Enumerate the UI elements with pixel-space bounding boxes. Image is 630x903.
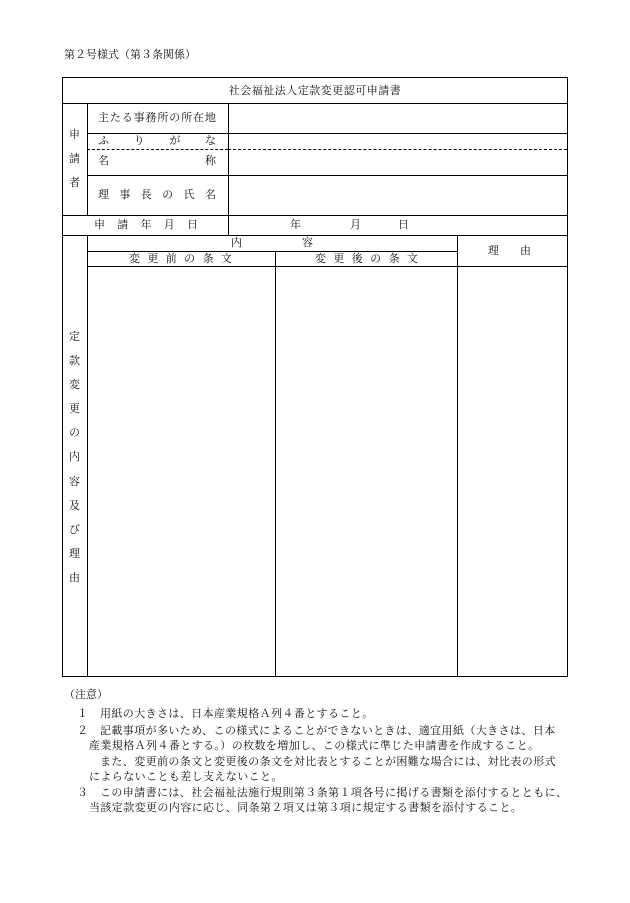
chairperson-name-label xyxy=(98,189,216,201)
note-text-line: 産業規格Ａ列４番とする。）の枚数を増加し、この様式に準じた申請書を作成すること。 xyxy=(89,740,540,752)
label-char: の xyxy=(184,253,196,265)
application-date-label xyxy=(94,219,198,231)
note-text-line: 当該定款変更の内容に応じ、同条第２項又は第３項に規定する書類を添付すること。 xyxy=(89,802,523,814)
label-char: 定 xyxy=(69,331,80,343)
application-date-label-cell xyxy=(62,215,228,235)
date-month-marker: 月 xyxy=(350,219,361,231)
label-char: 条 xyxy=(202,253,214,265)
label-char: が xyxy=(169,135,181,147)
title-row xyxy=(62,77,568,103)
applicant-section-cell xyxy=(62,103,87,215)
label-char: 名 xyxy=(98,155,109,167)
corporation-name-label xyxy=(98,155,216,167)
label-char: 申 xyxy=(94,219,105,231)
note-text-line: 用紙の大きさは、日本産業規格Ａ列４番とすること。 xyxy=(100,708,374,720)
label-char: 称 xyxy=(205,155,216,167)
label-char: 請 xyxy=(117,219,129,231)
label-char: 変 xyxy=(69,379,80,392)
label-char: 理 xyxy=(488,245,499,257)
notes-heading: （注意） xyxy=(64,689,108,701)
label-char: 日 xyxy=(187,219,198,231)
label-char: た xyxy=(109,112,121,124)
label-char: 請 xyxy=(69,153,80,165)
label-char: の xyxy=(69,427,80,440)
note-number: ２ xyxy=(77,725,88,737)
label-char: 月 xyxy=(163,219,175,231)
furigana-label-cell xyxy=(87,133,228,149)
label-char: 容 xyxy=(69,475,80,488)
label-char: 長 xyxy=(140,189,152,201)
label-char: 由 xyxy=(69,571,80,584)
label-char: 務 xyxy=(145,112,157,124)
corporation-name-field[interactable] xyxy=(228,149,567,175)
furigana-label xyxy=(98,135,216,147)
form-number: 第２号様式（第３条関係） xyxy=(64,49,196,61)
content-header-cell xyxy=(87,235,457,251)
note-text-line: この申請書には、社会福祉法施行規則第３条第１項各号に掲げる書類を添付するとともに、 xyxy=(100,787,568,799)
content-header xyxy=(231,237,313,249)
label-char: 事 xyxy=(119,189,131,201)
before-article-field[interactable] xyxy=(87,266,275,676)
office-address-field[interactable] xyxy=(228,103,567,133)
label-char: る xyxy=(121,112,133,124)
after-article-field[interactable] xyxy=(275,266,457,676)
label-char: 後 xyxy=(351,253,363,265)
label-char: 文 xyxy=(406,253,418,265)
label-char: 内 xyxy=(231,237,242,249)
label-char: び xyxy=(69,523,80,536)
label-char: 前 xyxy=(165,253,177,265)
label-char: 地 xyxy=(204,112,216,124)
before-article-header-cell xyxy=(87,251,275,266)
label-char: な xyxy=(204,135,216,147)
office-address-label xyxy=(98,112,216,124)
label-char: の xyxy=(370,253,382,265)
label-char: 更 xyxy=(69,403,80,416)
reason-header-cell xyxy=(457,235,567,266)
note-text-line: 記載事項が多いため、この様式によることができないときは、適宜用紙（大きさは、日本 xyxy=(100,725,556,737)
label-char: り xyxy=(133,135,145,147)
after-article-header-cell xyxy=(275,251,457,266)
label-char: 内 xyxy=(69,451,80,464)
form-title: 社会福祉法人定款変更認可申請書 xyxy=(228,85,402,97)
label-char: 所 xyxy=(181,112,193,124)
label-char: 及 xyxy=(69,499,80,512)
chairperson-label-cell xyxy=(87,175,228,215)
label-char: 理 xyxy=(69,547,80,560)
after-article-header xyxy=(315,253,418,265)
reason-header xyxy=(488,245,531,257)
application-date-field[interactable] xyxy=(228,215,567,235)
label-char: 申 xyxy=(69,129,80,141)
note-text-line: また、変更前の条文と変更後の条文を対比表とすることが困難な場合には、対比表の形式 xyxy=(100,756,556,768)
label-char: 容 xyxy=(302,237,313,249)
label-char: 変 xyxy=(129,253,140,265)
label-char: 条 xyxy=(388,253,400,265)
label-char: の xyxy=(169,112,181,124)
label-char: 在 xyxy=(193,112,204,124)
chairperson-name-field[interactable] xyxy=(228,175,567,215)
label-char: 所 xyxy=(157,112,169,124)
label-char: 氏 xyxy=(183,189,195,201)
applicant-section-label xyxy=(62,130,87,189)
label-char: 事 xyxy=(133,112,145,124)
label-char: の xyxy=(162,189,174,201)
label-char: 款 xyxy=(69,355,80,368)
label-char: ふ xyxy=(98,135,109,147)
date-year-marker: 年 xyxy=(290,219,301,231)
label-char: 由 xyxy=(520,245,531,257)
label-char: 文 xyxy=(220,253,232,265)
note-number: １ xyxy=(77,708,88,720)
furigana-field[interactable] xyxy=(228,133,567,149)
reason-field[interactable] xyxy=(457,266,567,676)
label-char: 主 xyxy=(98,112,109,124)
amendment-section-cell xyxy=(62,235,87,676)
label-char: 名 xyxy=(204,189,216,201)
label-char: 更 xyxy=(333,253,345,265)
office-address-label-cell xyxy=(87,103,228,133)
before-article-header xyxy=(129,253,232,265)
label-char: 年 xyxy=(140,219,152,231)
corporation-name-label-cell xyxy=(87,149,228,175)
label-char: 更 xyxy=(147,253,159,265)
label-char: 者 xyxy=(69,177,80,189)
amendment-section-label xyxy=(62,332,87,584)
label-char: 変 xyxy=(315,253,326,265)
date-day-marker: 日 xyxy=(398,219,409,231)
note-text-line: によらないことも差し支えないこと。 xyxy=(89,771,283,783)
label-char: 理 xyxy=(98,189,109,201)
note-number: ３ xyxy=(77,787,88,799)
